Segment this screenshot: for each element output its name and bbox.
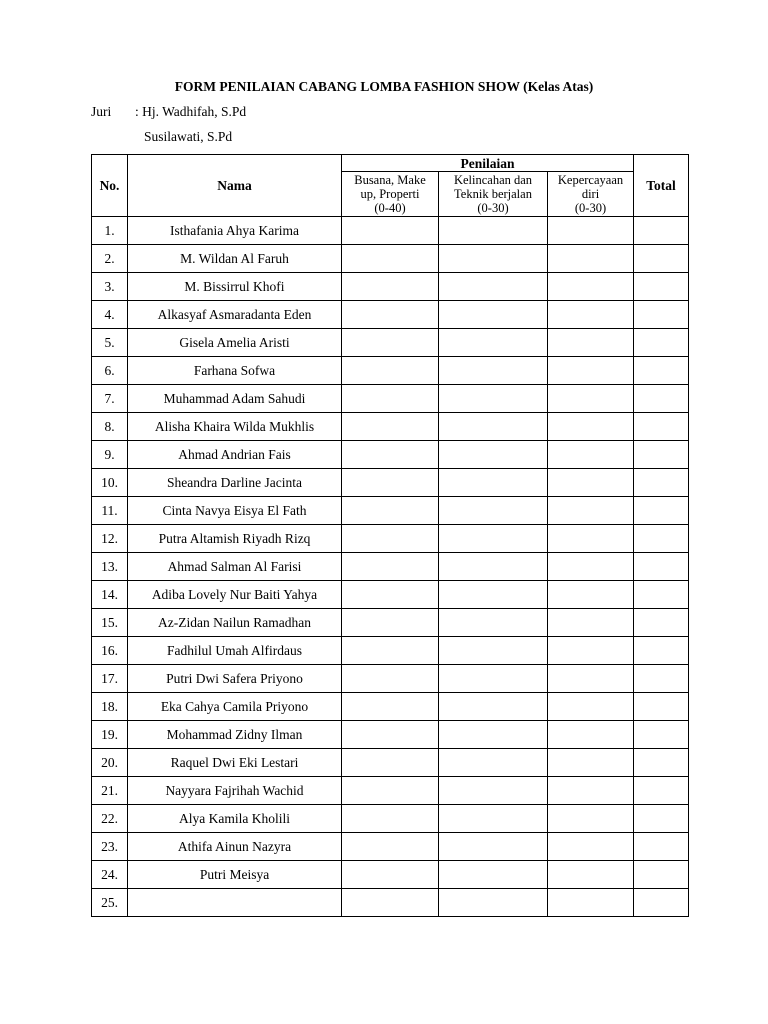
table-row [92, 469, 689, 497]
score-busana-cell[interactable] [342, 413, 439, 441]
score-kelincahan-cell[interactable] [439, 581, 548, 609]
score-kepercayaan-cell[interactable] [548, 301, 634, 329]
total-cell[interactable] [634, 329, 689, 357]
score-busana-cell[interactable] [342, 441, 439, 469]
score-busana-cell[interactable] [342, 889, 439, 917]
score-busana-cell[interactable] [342, 665, 439, 693]
header-penilaian: Penilaian [342, 155, 634, 172]
header-total: Total [634, 155, 689, 217]
table-row [92, 637, 689, 665]
score-kepercayaan-cell[interactable] [548, 861, 634, 889]
score-busana-cell[interactable] [342, 609, 439, 637]
header-criteria-kelincahan [439, 172, 548, 217]
criteria-range: (0-40) [374, 201, 406, 215]
row-number: 24. [92, 861, 128, 889]
score-kelincahan-cell[interactable] [439, 385, 548, 413]
total-cell[interactable] [634, 777, 689, 805]
row-number: 18. [92, 693, 128, 721]
score-kepercayaan-cell[interactable] [548, 497, 634, 525]
table-row [92, 861, 689, 889]
row-number: 12. [92, 525, 128, 553]
score-kepercayaan-cell[interactable] [548, 357, 634, 385]
total-cell[interactable] [634, 665, 689, 693]
score-kepercayaan-cell[interactable] [548, 749, 634, 777]
score-kepercayaan-cell[interactable] [548, 665, 634, 693]
score-kepercayaan-cell[interactable] [548, 329, 634, 357]
total-cell[interactable] [634, 357, 689, 385]
participant-name: Adiba Lovely Nur Baiti Yahya [128, 581, 342, 609]
header-nama: Nama [128, 155, 342, 217]
score-kepercayaan-cell[interactable] [548, 553, 634, 581]
participant-name: Ahmad Salman Al Farisi [128, 553, 342, 581]
participant-name: Alkasyaf Asmaradanta Eden [128, 301, 342, 329]
score-kelincahan-cell[interactable] [439, 553, 548, 581]
participant-name: Putri Meisya [128, 861, 342, 889]
total-cell[interactable] [634, 805, 689, 833]
score-table-body [92, 217, 689, 917]
row-number: 5. [92, 329, 128, 357]
score-kelincahan-cell[interactable] [439, 777, 548, 805]
participant-name: M. Wildan Al Faruh [128, 245, 342, 273]
total-cell[interactable] [634, 833, 689, 861]
score-kepercayaan-cell[interactable] [548, 777, 634, 805]
score-kelincahan-cell[interactable] [439, 357, 548, 385]
table-row [92, 581, 689, 609]
participant-name: Gisela Amelia Aristi [128, 329, 342, 357]
table-row [92, 217, 689, 245]
score-kelincahan-cell[interactable] [439, 273, 548, 301]
score-kepercayaan-cell[interactable] [548, 581, 634, 609]
score-kelincahan-cell[interactable] [439, 441, 548, 469]
table-row [92, 385, 689, 413]
total-cell[interactable] [634, 609, 689, 637]
score-busana-cell[interactable] [342, 525, 439, 553]
participant-name: Alisha Khaira Wilda Mukhlis [128, 413, 342, 441]
score-busana-cell[interactable] [342, 721, 439, 749]
total-cell[interactable] [634, 525, 689, 553]
table-row [92, 497, 689, 525]
participant-name: Putra Altamish Riyadh Rizq [128, 525, 342, 553]
header-criteria-kepercayaan [548, 172, 634, 217]
score-kepercayaan-cell[interactable] [548, 385, 634, 413]
score-kepercayaan-cell[interactable] [548, 413, 634, 441]
total-cell[interactable] [634, 413, 689, 441]
table-row [92, 329, 689, 357]
score-busana-cell[interactable] [342, 693, 439, 721]
score-kelincahan-cell[interactable] [439, 245, 548, 273]
table-row [92, 413, 689, 441]
score-kepercayaan-cell[interactable] [548, 637, 634, 665]
score-kepercayaan-cell[interactable] [548, 693, 634, 721]
row-number: 20. [92, 749, 128, 777]
score-busana-cell[interactable] [342, 553, 439, 581]
row-number: 25. [92, 889, 128, 917]
participant-name: Athifa Ainun Nazyra [128, 833, 342, 861]
score-kepercayaan-cell[interactable] [548, 721, 634, 749]
total-cell[interactable] [634, 889, 689, 917]
score-kepercayaan-cell[interactable] [548, 525, 634, 553]
participant-name: Mohammad Zidny Ilman [128, 721, 342, 749]
table-row [92, 273, 689, 301]
score-kelincahan-cell[interactable] [439, 301, 548, 329]
score-kelincahan-cell[interactable] [439, 329, 548, 357]
total-cell[interactable] [634, 301, 689, 329]
score-kelincahan-cell[interactable] [439, 469, 548, 497]
table-row [92, 441, 689, 469]
criteria-line: up, Properti [360, 187, 420, 201]
table-row [92, 889, 689, 917]
total-cell[interactable] [634, 245, 689, 273]
participant-name: Fadhilul Umah Alfirdaus [128, 637, 342, 665]
criteria-range: (0-30) [477, 201, 509, 215]
score-kepercayaan-cell[interactable] [548, 805, 634, 833]
total-cell[interactable] [634, 861, 689, 889]
table-row [92, 553, 689, 581]
score-busana-cell[interactable] [342, 805, 439, 833]
juri-name-1: : Hj. Wadhifah, S.Pd [135, 104, 247, 119]
participant-name: Nayyara Fajrihah Wachid [128, 777, 342, 805]
participant-name: Muhammad Adam Sahudi [128, 385, 342, 413]
total-cell[interactable] [634, 385, 689, 413]
score-kelincahan-cell[interactable] [439, 497, 548, 525]
score-busana-cell[interactable] [342, 469, 439, 497]
total-cell[interactable] [634, 721, 689, 749]
score-kelincahan-cell[interactable] [439, 693, 548, 721]
row-number: 13. [92, 553, 128, 581]
table-row [92, 301, 689, 329]
row-number: 21. [92, 777, 128, 805]
score-kelincahan-cell[interactable] [439, 833, 548, 861]
total-cell[interactable] [634, 441, 689, 469]
score-busana-cell[interactable] [342, 497, 439, 525]
score-kelincahan-cell[interactable] [439, 805, 548, 833]
header-no: No. [92, 155, 128, 217]
participant-name: Ahmad Andrian Fais [128, 441, 342, 469]
criteria-line: Teknik berjalan [454, 187, 532, 201]
table-row [92, 609, 689, 637]
score-busana-cell[interactable] [342, 581, 439, 609]
table-row [92, 805, 689, 833]
row-number: 7. [92, 385, 128, 413]
table-row [92, 357, 689, 385]
row-number: 8. [92, 413, 128, 441]
score-kelincahan-cell[interactable] [439, 861, 548, 889]
score-kepercayaan-cell[interactable] [548, 469, 634, 497]
score-busana-cell[interactable] [342, 301, 439, 329]
score-kepercayaan-cell[interactable] [548, 889, 634, 917]
score-busana-cell[interactable] [342, 245, 439, 273]
score-busana-cell[interactable] [342, 861, 439, 889]
score-kelincahan-cell[interactable] [439, 665, 548, 693]
table-row [92, 777, 689, 805]
score-busana-cell[interactable] [342, 385, 439, 413]
participant-name: Sheandra Darline Jacinta [128, 469, 342, 497]
row-number: 22. [92, 805, 128, 833]
table-row [92, 749, 689, 777]
participant-name: Farhana Sofwa [128, 357, 342, 385]
score-kepercayaan-cell[interactable] [548, 833, 634, 861]
table-row [92, 833, 689, 861]
row-number: 6. [92, 357, 128, 385]
score-kepercayaan-cell[interactable] [548, 245, 634, 273]
criteria-line: diri [581, 187, 600, 201]
table-row [92, 721, 689, 749]
form-title: FORM PENILAIAN CABANG LOMBA FASHION SHOW (Kelas Atas) [174, 79, 594, 94]
participant-name: Isthafania Ahya Karima [128, 217, 342, 245]
total-cell[interactable] [634, 469, 689, 497]
participant-name: M. Bissirrul Khofi [128, 273, 342, 301]
total-cell[interactable] [634, 581, 689, 609]
row-number: 17. [92, 665, 128, 693]
table-row [92, 665, 689, 693]
row-number: 9. [92, 441, 128, 469]
participant-name: Raquel Dwi Eki Lestari [128, 749, 342, 777]
score-busana-cell[interactable] [342, 329, 439, 357]
row-number: 19. [92, 721, 128, 749]
score-busana-cell[interactable] [342, 637, 439, 665]
juri-label: Juri [91, 104, 112, 119]
total-cell[interactable] [634, 749, 689, 777]
score-busana-cell[interactable] [342, 217, 439, 245]
table-row [92, 693, 689, 721]
score-kepercayaan-cell[interactable] [548, 609, 634, 637]
total-cell[interactable] [634, 217, 689, 245]
criteria-line: Kepercayaan [557, 173, 624, 187]
score-kelincahan-cell[interactable] [439, 637, 548, 665]
row-number: 14. [92, 581, 128, 609]
score-kelincahan-cell[interactable] [439, 413, 548, 441]
score-busana-cell[interactable] [342, 777, 439, 805]
score-kelincahan-cell[interactable] [439, 525, 548, 553]
row-number: 11. [92, 497, 128, 525]
criteria-range: (0-30) [574, 201, 607, 215]
score-kelincahan-cell[interactable] [439, 749, 548, 777]
row-number: 23. [92, 833, 128, 861]
score-table [91, 154, 689, 917]
row-number: 2. [92, 245, 128, 273]
table-row [92, 245, 689, 273]
participant-name: Alya Kamila Kholili [128, 805, 342, 833]
total-cell[interactable] [634, 693, 689, 721]
row-number: 4. [92, 301, 128, 329]
score-kelincahan-cell[interactable] [439, 609, 548, 637]
score-kepercayaan-cell[interactable] [548, 273, 634, 301]
criteria-line: Kelincahan dan [453, 173, 533, 187]
participant-name: Az-Zidan Nailun Ramadhan [128, 609, 342, 637]
total-cell[interactable] [634, 497, 689, 525]
total-cell[interactable] [634, 553, 689, 581]
score-busana-cell[interactable] [342, 749, 439, 777]
score-busana-cell[interactable] [342, 273, 439, 301]
total-cell[interactable] [634, 637, 689, 665]
score-kepercayaan-cell[interactable] [548, 441, 634, 469]
row-number: 10. [92, 469, 128, 497]
criteria-line: Busana, Make [354, 173, 426, 187]
score-kelincahan-cell[interactable] [439, 217, 548, 245]
score-kelincahan-cell[interactable] [439, 721, 548, 749]
table-row [92, 525, 689, 553]
score-busana-cell[interactable] [342, 833, 439, 861]
participant-name: Putri Dwi Safera Priyono [128, 665, 342, 693]
header-criteria-busana [342, 172, 439, 217]
juri-name-2: Susilawati, S.Pd [144, 129, 233, 144]
row-number: 3. [92, 273, 128, 301]
row-number: 16. [92, 637, 128, 665]
row-number: 15. [92, 609, 128, 637]
participant-name [128, 889, 342, 917]
row-number: 1. [92, 217, 128, 245]
score-busana-cell[interactable] [342, 357, 439, 385]
participant-name: Eka Cahya Camila Priyono [128, 693, 342, 721]
score-kepercayaan-cell[interactable] [548, 217, 634, 245]
total-cell[interactable] [634, 273, 689, 301]
participant-name: Cinta Navya Eisya El Fath [128, 497, 342, 525]
score-kelincahan-cell[interactable] [439, 889, 548, 917]
